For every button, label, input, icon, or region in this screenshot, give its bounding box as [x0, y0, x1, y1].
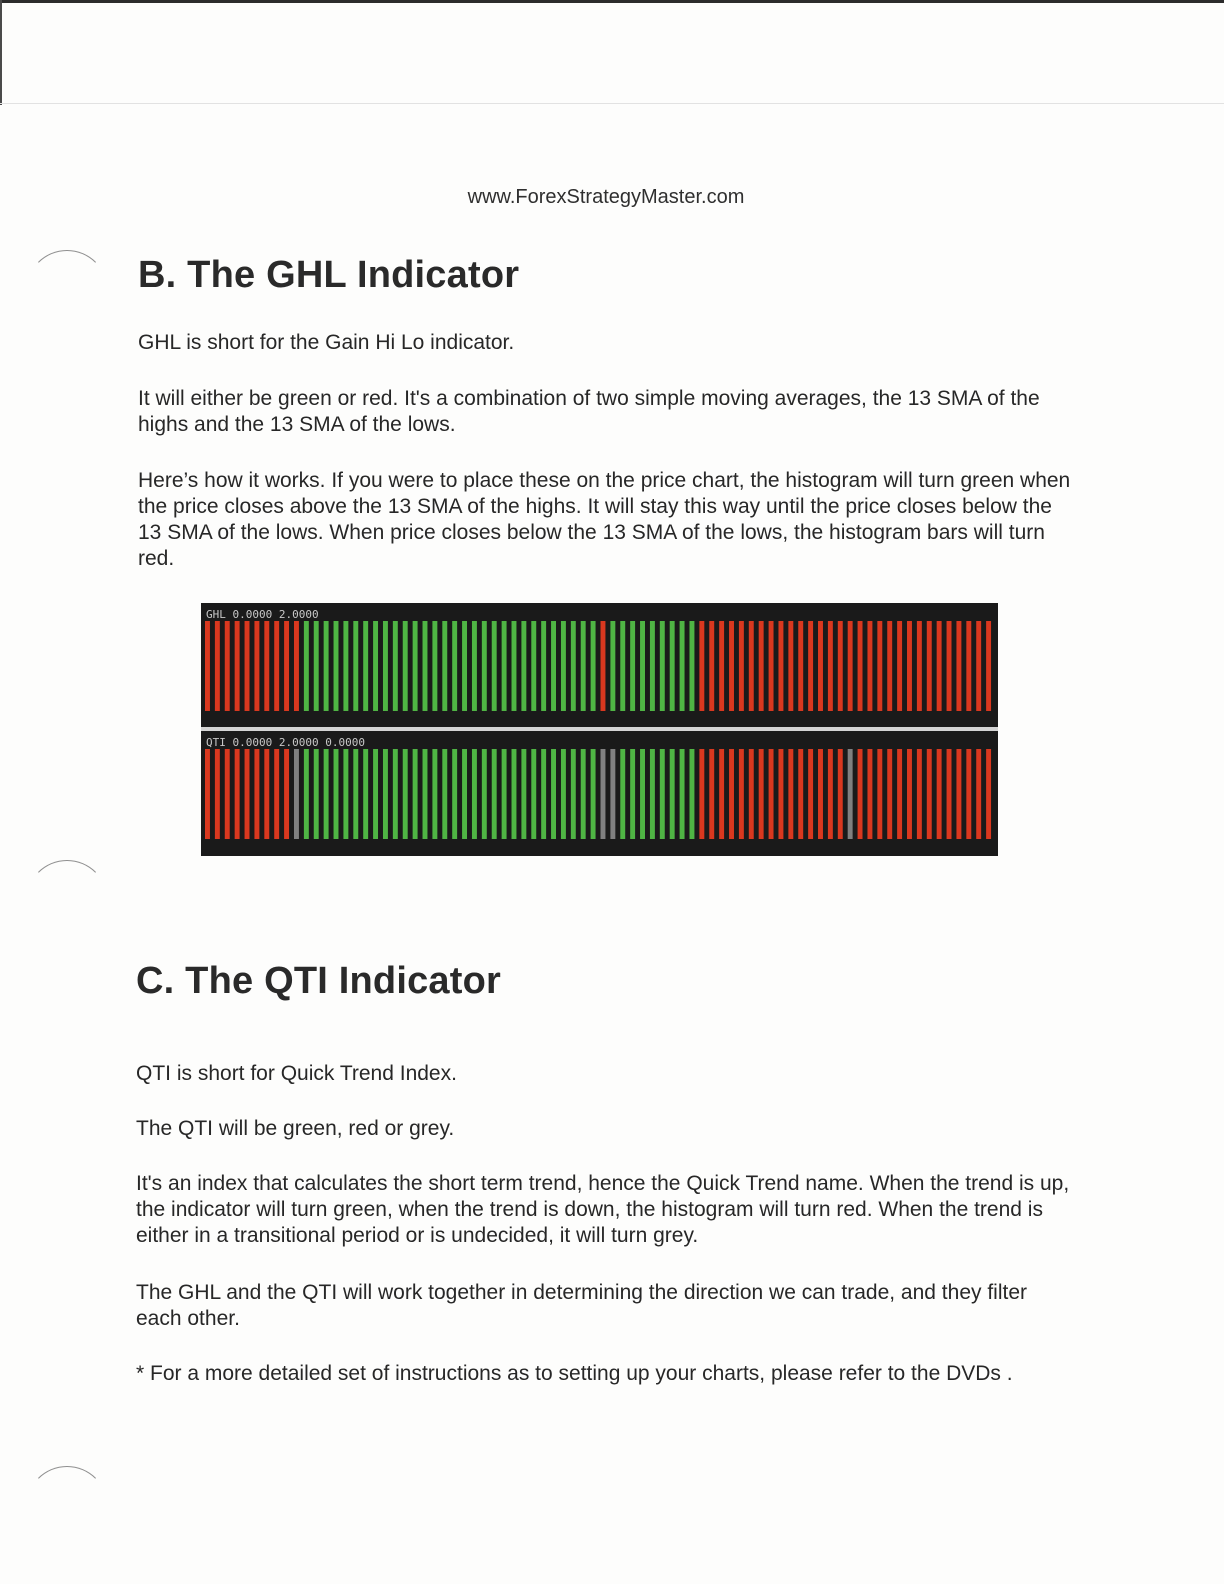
- qti-bar-up: [670, 749, 675, 839]
- ghl-bar-up: [541, 621, 546, 711]
- qti-bar-down: [937, 749, 942, 839]
- qti-bar-down: [254, 749, 259, 839]
- ghl-bar-up: [482, 621, 487, 711]
- ghl-bar-up: [363, 621, 368, 711]
- qti-bar-neutral: [294, 749, 299, 839]
- ghl-bar-down: [966, 621, 971, 711]
- qti-bar-neutral: [601, 749, 606, 839]
- qti-bar-up: [660, 749, 665, 839]
- qti-bar-up: [363, 749, 368, 839]
- qti-bar-neutral: [848, 749, 853, 839]
- section-b-paragraph-1: GHL is short for the Gain Hi Lo indicator.: [138, 331, 515, 354]
- qti-bar-up: [640, 749, 645, 839]
- qti-bar-up: [452, 749, 457, 839]
- qti-bar-down: [739, 749, 744, 839]
- qti-bar-neutral: [610, 749, 615, 839]
- qti-bar-up: [383, 749, 388, 839]
- section-c-paragraph-4: The GHL and the QTI will work together in determining the direction we can trade, and they filter each other.: [136, 1281, 1028, 1330]
- ghl-bar-down: [798, 621, 803, 711]
- ghl-bar-up: [502, 621, 507, 711]
- ghl-bar-down: [887, 621, 892, 711]
- qti-bar-down: [986, 749, 991, 839]
- qti-bar-up: [502, 749, 507, 839]
- ghl-bar-up: [561, 621, 566, 711]
- ghl-bar-up: [492, 621, 497, 711]
- ghl-bar-up: [353, 621, 358, 711]
- ghl-bar-down: [709, 621, 714, 711]
- qti-bar-down: [699, 749, 704, 839]
- ghl-bar-down: [739, 621, 744, 711]
- qti-bar-up: [343, 749, 348, 839]
- ghl-bar-down: [848, 621, 853, 711]
- ghl-bar-up: [324, 621, 329, 711]
- qti-bar-down: [274, 749, 279, 839]
- ghl-bar-down: [956, 621, 961, 711]
- ghl-bar-down: [235, 621, 240, 711]
- section-b-paragraph-2: It will either be green or red. It's a combination of two simple moving averages, the 13 SMA of the highs and the 13 SMA of the lows.: [138, 387, 1040, 436]
- ghl-bar-down: [858, 621, 863, 711]
- ghl-bar-down: [986, 621, 991, 711]
- qti-bar-up: [423, 749, 428, 839]
- qti-bar-down: [956, 749, 961, 839]
- qti-bar-up: [531, 749, 536, 839]
- qti-bar-down: [778, 749, 783, 839]
- scan-edge-top: [0, 0, 1224, 3]
- qti-bar-down: [858, 749, 863, 839]
- qti-bar-down: [917, 749, 922, 839]
- punch-hole-icon: [26, 250, 108, 332]
- ghl-bar-down: [877, 621, 882, 711]
- qti-bar-down: [947, 749, 952, 839]
- section-c-heading: C. The QTI Indicator: [136, 960, 502, 1002]
- qti-bar-down: [245, 749, 250, 839]
- qti-bar-down: [215, 749, 220, 839]
- qti-bar-up: [462, 749, 467, 839]
- qti-bar-down: [769, 749, 774, 839]
- ghl-bar-down: [788, 621, 793, 711]
- page-header-url: www.ForexStrategyMaster.com: [467, 186, 745, 208]
- ghl-bar-down: [818, 621, 823, 711]
- ghl-bar-down: [907, 621, 912, 711]
- qti-bar-up: [353, 749, 358, 839]
- qti-bar-down: [887, 749, 892, 839]
- ghl-bar-down: [284, 621, 289, 711]
- qti-bar-up: [541, 749, 546, 839]
- ghl-bar-down: [759, 621, 764, 711]
- qti-bar-up: [650, 749, 655, 839]
- qti-bar-up: [689, 749, 694, 839]
- qti-bar-down: [264, 749, 269, 839]
- qti-bar-down: [907, 749, 912, 839]
- ghl-bar-down: [828, 621, 833, 711]
- ghl-bar-down: [838, 621, 843, 711]
- qti-bar-up: [512, 749, 517, 839]
- ghl-bar-down: [947, 621, 952, 711]
- qti-bar-up: [413, 749, 418, 839]
- ghl-bar-down: [274, 621, 279, 711]
- ghl-bar-up: [403, 621, 408, 711]
- ghl-bar-up: [571, 621, 576, 711]
- ghl-bar-up: [304, 621, 309, 711]
- qti-bar-up: [521, 749, 526, 839]
- qti-bar-up: [432, 749, 437, 839]
- ghl-bar-down: [937, 621, 942, 711]
- qti-bar-up: [482, 749, 487, 839]
- ghl-bar-up: [512, 621, 517, 711]
- ghl-bar-up: [581, 621, 586, 711]
- qti-bar-up: [472, 749, 477, 839]
- qti-bar-down: [788, 749, 793, 839]
- ghl-bar-down: [264, 621, 269, 711]
- qti-bar-down: [225, 749, 230, 839]
- ghl-bar-up: [670, 621, 675, 711]
- qti-bar-down: [897, 749, 902, 839]
- ghl-bar-up: [472, 621, 477, 711]
- ghl-bar-down: [719, 621, 724, 711]
- qti-bar-up: [630, 749, 635, 839]
- qti-bar-up: [581, 749, 586, 839]
- qti-bar-up: [591, 749, 596, 839]
- qti-bar-up: [314, 749, 319, 839]
- ghl-bar-up: [660, 621, 665, 711]
- qti-bar-down: [927, 749, 932, 839]
- ghl-bar-up: [640, 621, 645, 711]
- ghl-bar-up: [689, 621, 694, 711]
- ghl-bar-down: [808, 621, 813, 711]
- ghl-bar-down: [205, 621, 210, 711]
- ghl-bar-up: [423, 621, 428, 711]
- indicator-chart-svg: [201, 603, 998, 856]
- ghl-bar-up: [314, 621, 319, 711]
- qti-bar-up: [403, 749, 408, 839]
- ghl-bar-down: [917, 621, 922, 711]
- ghl-bar-up: [383, 621, 388, 711]
- section-c-paragraph-1: QTI is short for Quick Trend Index.: [136, 1062, 457, 1085]
- qti-bar-down: [808, 749, 813, 839]
- section-c-paragraph-2: The QTI will be green, red or grey.: [136, 1117, 455, 1140]
- panel-separator: [201, 727, 998, 731]
- qti-bar-down: [966, 749, 971, 839]
- qti-bar-up: [561, 749, 566, 839]
- qti-bar-down: [709, 749, 714, 839]
- ghl-bar-down: [215, 621, 220, 711]
- section-b-paragraph-3: Here’s how it works. If you were to place these on the price chart, the histogram will turn green when the price closes above the 13 SMA of the highs. It will stay this way until the price closes below the 13 SMA of the lows. When price closes below the 13 SMA of the lows, the histogram bars will turn red.: [138, 469, 1071, 570]
- ghl-bar-up: [591, 621, 596, 711]
- ghl-bar-up: [373, 621, 378, 711]
- qti-bar-down: [235, 749, 240, 839]
- qti-bar-down: [867, 749, 872, 839]
- qti-bar-up: [492, 749, 497, 839]
- qti-bar-down: [976, 749, 981, 839]
- ghl-bar-down: [729, 621, 734, 711]
- ghl-bar-up: [343, 621, 348, 711]
- qti-bar-up: [442, 749, 447, 839]
- qti-bar-down: [838, 749, 843, 839]
- qti-bar-down: [798, 749, 803, 839]
- ghl-bar-up: [462, 621, 467, 711]
- qti-bar-down: [719, 749, 724, 839]
- ghl-bar-up: [551, 621, 556, 711]
- ghl-bar-down: [254, 621, 259, 711]
- qti-bar-down: [818, 749, 823, 839]
- indicator-chart: [201, 603, 998, 856]
- ghl-bar-up: [334, 621, 339, 711]
- ghl-bar-up: [620, 621, 625, 711]
- qti-bar-up: [571, 749, 576, 839]
- qti-bar-up: [304, 749, 309, 839]
- ghl-bar-up: [393, 621, 398, 711]
- qti-bar-down: [749, 749, 754, 839]
- qti-bar-up: [393, 749, 398, 839]
- qti-panel-label: QTI 0.0000 2.0000 0.0000: [206, 736, 365, 749]
- qti-bar-up: [334, 749, 339, 839]
- qti-bar-up: [373, 749, 378, 839]
- ghl-bar-up: [630, 621, 635, 711]
- qti-bar-up: [551, 749, 556, 839]
- ghl-bar-up: [680, 621, 685, 711]
- ghl-bar-up: [442, 621, 447, 711]
- scan-edge-left: [0, 0, 2, 105]
- ghl-bar-up: [650, 621, 655, 711]
- ghl-bar-down: [245, 621, 250, 711]
- ghl-bar-up: [610, 621, 615, 711]
- qti-bar-down: [284, 749, 289, 839]
- ghl-bar-up: [521, 621, 526, 711]
- qti-bar-down: [759, 749, 764, 839]
- qti-bar-up: [680, 749, 685, 839]
- ghl-bar-down: [294, 621, 299, 711]
- ghl-bar-down: [749, 621, 754, 711]
- ghl-panel-label: GHL 0.0000 2.0000: [206, 608, 319, 621]
- qti-bar-down: [729, 749, 734, 839]
- ghl-bar-up: [531, 621, 536, 711]
- ghl-bar-up: [413, 621, 418, 711]
- qti-bar-up: [620, 749, 625, 839]
- ghl-bar-down: [927, 621, 932, 711]
- section-b-heading: B. The GHL Indicator: [138, 254, 520, 296]
- ghl-bar-down: [699, 621, 704, 711]
- punch-hole-icon: [26, 1466, 108, 1548]
- qti-bar-up: [324, 749, 329, 839]
- ghl-bar-down: [778, 621, 783, 711]
- ghl-bar-up: [452, 621, 457, 711]
- qti-bar-down: [205, 749, 210, 839]
- qti-bar-down: [877, 749, 882, 839]
- ghl-bar-down: [225, 621, 230, 711]
- punch-hole-icon: [26, 860, 108, 942]
- ghl-bar-down: [976, 621, 981, 711]
- section-c-paragraph-5: * For a more detailed set of instructions as to setting up your charts, please refer to the DVDs .: [136, 1362, 1013, 1385]
- qti-bar-down: [828, 749, 833, 839]
- ghl-bar-up: [432, 621, 437, 711]
- scan-fold-line: [0, 103, 1224, 104]
- section-c-paragraph-3: It's an index that calculates the short term trend, hence the Quick Trend name. When the trend is up, the indicator will turn green, when the trend is down, the histogram will turn red. When the trend is either in a transitional period or is undecided, it will turn grey.: [136, 1172, 1070, 1247]
- ghl-bar-down: [601, 621, 606, 711]
- ghl-bar-down: [897, 621, 902, 711]
- ghl-bar-down: [867, 621, 872, 711]
- ghl-bar-down: [769, 621, 774, 711]
